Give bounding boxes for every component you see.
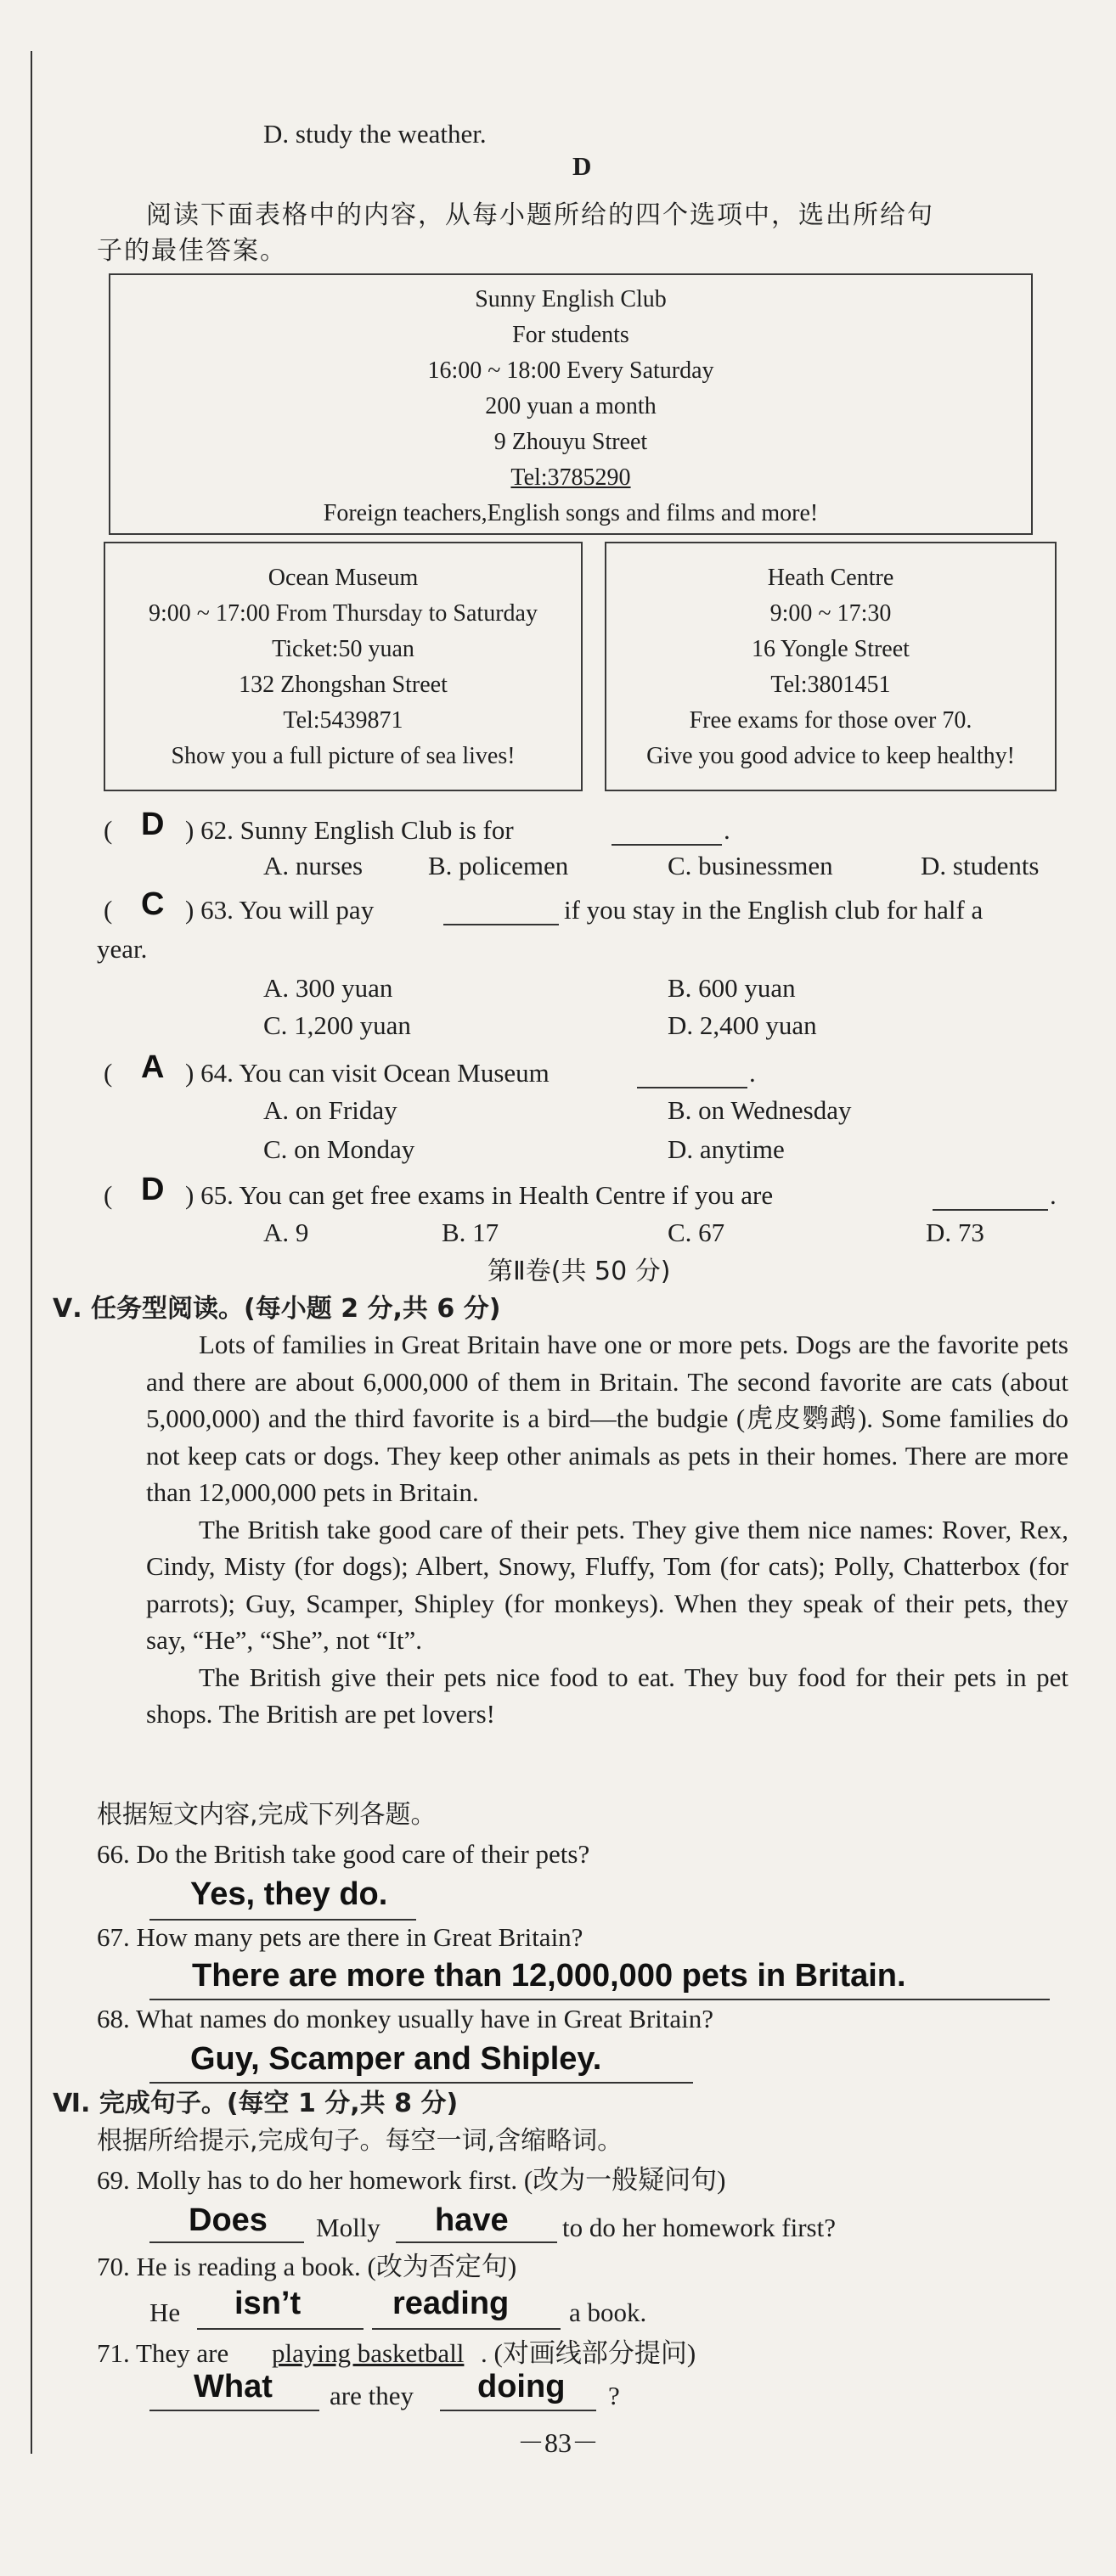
q63-option: D. 2,400 yuan [668, 1010, 817, 1040]
q67-answer: There are more than 12,000,000 pets in Britain. [192, 1958, 906, 1994]
q63-stem-end: year. [97, 934, 148, 964]
q64-period: . [749, 1058, 756, 1088]
paren-open: ( [104, 1058, 113, 1088]
q67-answer-line [149, 1999, 1050, 2000]
q67-question: 67. How many pets are there in Great Britain? [97, 1922, 583, 1952]
q64-option: C. on Monday [263, 1134, 415, 1164]
club-notice-box [109, 273, 1033, 535]
q63-option: B. 600 yuan [668, 973, 796, 1003]
paren-open: ( [104, 815, 113, 845]
club-line: 16:00 ~ 18:00 Every Saturday [427, 357, 714, 384]
centre-line: 9:00 ~ 17:30 [769, 600, 892, 627]
q69-blank-2 [396, 2241, 557, 2243]
club-line: Sunny English Club [475, 286, 667, 312]
section-instruction-1: 阅读下面表格中的内容，从每小题所给的四个选项中，选出所给句 [146, 200, 934, 230]
passage-paragraph: The British give their pets nice food to eat. They buy food for their pets in pet shops. The British are pet lovers! [146, 1662, 1068, 1729]
q64-option: B. on Wednesday [668, 1095, 852, 1125]
passage-paragraph: The British take good care of their pets. They give them nice names: Rover, Rex, Cindy, Misty (for dogs); Albert, Snowy, Fluffy, Tom (for cats); Polly, Chatterbox (for parrots); Guy, Scamper, Shipley (for monkeys). When they speak of their pets, they say, “He”, “She”, not “It”. [146, 1514, 1068, 1655]
q68-answer-line [149, 2082, 693, 2084]
q69-answer-1: Does [189, 2202, 268, 2238]
q71-answer-2: doing [477, 2369, 566, 2404]
centre-line: Heath Centre [767, 565, 894, 591]
q62-option: D. students [921, 851, 1040, 880]
section-instruction-2: 子的最佳答案。 [97, 236, 287, 266]
centre-line: 16 Yongle Street [752, 636, 910, 662]
q63-blank [443, 924, 559, 925]
q64-answer: A [141, 1049, 165, 1085]
page-number: －83－ [516, 2427, 599, 2458]
q64-blank [637, 1087, 747, 1088]
club-line: Tel:3785290 [510, 464, 631, 491]
q71-question-b: . (对画线部分提问) [481, 2338, 696, 2368]
club-line: 9 Zhouyu Street [493, 429, 648, 455]
q71-word: are they [330, 2381, 414, 2410]
q70-blank-2 [372, 2328, 561, 2330]
q68-question: 68. What names do monkey usually have in Great Britain? [97, 2004, 714, 2033]
club-line: 200 yuan a month [485, 393, 657, 419]
q71-word: ? [608, 2381, 620, 2410]
q65-option: B. 17 [442, 1218, 499, 1247]
q70-word: a book. [569, 2298, 647, 2327]
q71-answer-1: What [194, 2369, 273, 2404]
centre-line: Free exams for those over 70. [689, 707, 972, 734]
q64-stem: ) 64. You can visit Ocean Museum [185, 1058, 550, 1088]
q63-option: C. 1,200 yuan [263, 1010, 411, 1040]
museum-line: Ocean Museum [268, 565, 419, 591]
q69-word: to do her homework first? [562, 2213, 836, 2242]
q71-blank-1 [149, 2410, 319, 2411]
q62-stem: ) 62. Sunny English Club is for [185, 815, 514, 845]
q70-answer-1: isn’t [234, 2286, 302, 2321]
reading-passage [146, 1326, 1068, 1733]
q63-option: A. 300 yuan [263, 973, 393, 1003]
q66-answer: Yes, they do. [190, 1876, 388, 1912]
q71-blank-2 [440, 2410, 596, 2411]
q62-period: . [724, 815, 730, 845]
q63-answer: C [141, 886, 165, 922]
centre-line: Give you good advice to keep healthy! [646, 743, 1015, 769]
q64-option: A. on Friday [263, 1095, 397, 1125]
section-letter: D [572, 151, 592, 181]
section6-instruction: 根据所给提示,完成句子。每空一词,含缩略词。 [97, 2126, 623, 2156]
q65-answer: D [141, 1172, 165, 1207]
museum-line: Show you a full picture of sea lives! [171, 743, 516, 769]
museum-notice-box [104, 542, 583, 791]
q66-question: 66. Do the British take good care of their pets? [97, 1839, 590, 1869]
q65-option: D. 73 [926, 1218, 984, 1247]
q69-question: 69. Molly has to do her homework first. (改为一般疑问句) [97, 2165, 726, 2195]
museum-line: 132 Zhongshan Street [239, 672, 448, 698]
paren-open: ( [104, 895, 113, 925]
q68-answer: Guy, Scamper and Shipley. [190, 2041, 602, 2077]
q65-option: C. 67 [668, 1218, 725, 1247]
club-line: For students [512, 322, 629, 348]
q69-answer-2: have [435, 2202, 509, 2238]
q62-blank [612, 844, 722, 846]
q70-question: 70. He is reading a book. (改为否定句) [97, 2252, 517, 2281]
q70-answer-2: reading [392, 2286, 510, 2321]
museum-line: 9:00 ~ 17:00 From Thursday to Saturday [149, 600, 538, 627]
q62-option: B. policemen [428, 851, 569, 880]
q63-stem-cont: if you stay in the English club for half a [564, 895, 984, 925]
q69-blank-1 [149, 2241, 304, 2243]
q61-option-d: D. study the weather. [263, 119, 487, 149]
section5-title: Ⅴ. 任务型阅读。(每小题 2 分,共 6 分) [53, 1294, 501, 1324]
section5-instruction: 根据短文内容,完成下列各题。 [97, 1800, 437, 1830]
margin-rule [31, 51, 32, 2454]
q65-stem: ) 65. You can get free exams in Health Centre if you are [185, 1180, 774, 1210]
q62-option: C. businessmen [668, 851, 833, 880]
q70-blank-1 [197, 2328, 364, 2330]
paren-open: ( [104, 1180, 113, 1210]
q64-option: D. anytime [668, 1134, 785, 1164]
museum-line: Tel:5439871 [283, 707, 403, 734]
q63-stem: ) 63. You will pay [185, 895, 375, 925]
q62-answer: D [141, 807, 165, 842]
q71-question-a: 71. They are [97, 2338, 229, 2368]
museum-line: Ticket:50 yuan [272, 636, 414, 662]
q65-blank [933, 1209, 1048, 1211]
section6-title: Ⅵ. 完成句子。(每空 1 分,共 8 分) [53, 2089, 459, 2118]
club-line: Foreign teachers,English songs and films and more! [323, 500, 819, 526]
health-centre-notice-box [605, 542, 1057, 791]
centre-line: Tel:3801451 [770, 672, 891, 698]
part2-title: 第Ⅱ卷(共 50 分) [488, 1257, 671, 1286]
q70-word: He [149, 2298, 181, 2327]
passage-paragraph: Lots of families in Great Britain have one or more pets. Dogs are the favorite pets and there are about 6,000,000 of them in Britain. The second favorite are cats (about 5,000,000) and the third favorite is a bird—the budgie (虎皮鹦鹉). Some families do not keep cats or dogs. They keep other animals as pets in their homes. There are more than 12,000,000 pets in Britain. [146, 1330, 1068, 1507]
q65-period: . [1050, 1180, 1057, 1210]
q65-option: A. 9 [263, 1218, 309, 1247]
q71-underlined-phrase: playing basketball [272, 2338, 465, 2368]
q69-word: Molly [316, 2213, 380, 2242]
q62-option: A. nurses [263, 851, 364, 880]
